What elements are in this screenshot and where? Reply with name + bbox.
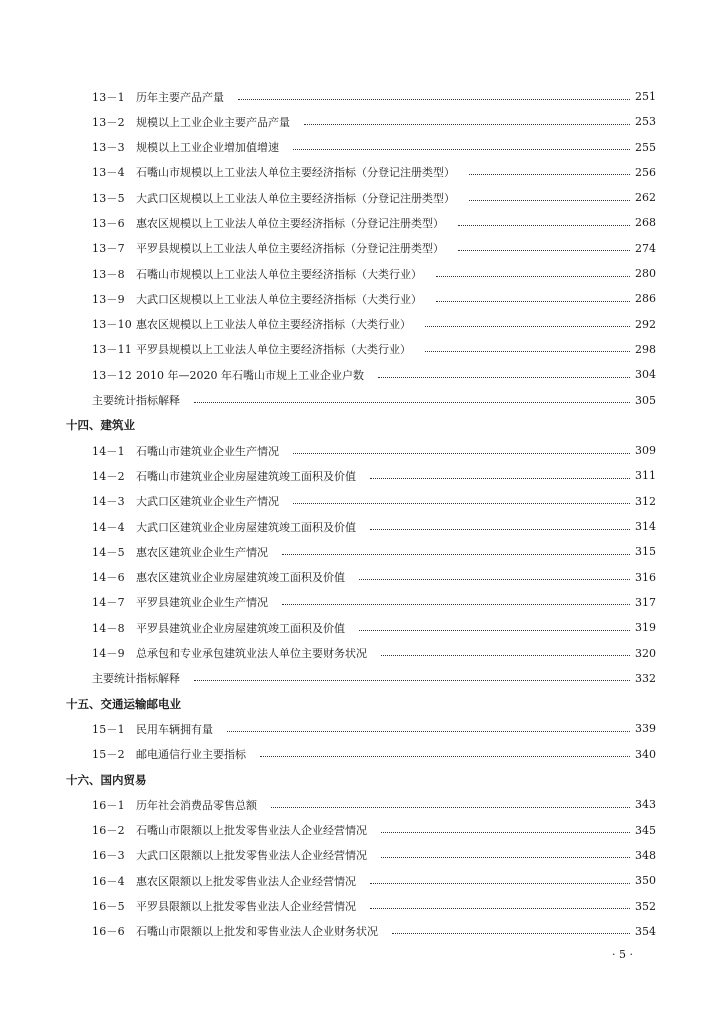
- toc-entry-number: 14－3: [92, 495, 125, 509]
- toc-row: [0, 641, 724, 666]
- dot-leader: [392, 932, 630, 934]
- toc-row: [0, 818, 724, 843]
- toc-entry-page: 345: [635, 823, 656, 837]
- toc-entry-page: 354: [635, 924, 656, 938]
- toc-entry-title: 石嘴山市限额以上批发零售业法人企业经营情况: [136, 824, 367, 838]
- toc-entry-page: 305: [635, 393, 656, 407]
- toc-entry-title: 大武口区限额以上批发零售业法人企业经营情况: [136, 849, 367, 863]
- toc-entry[interactable]: [92, 615, 656, 640]
- toc-row: [0, 160, 724, 185]
- toc-row: [0, 185, 724, 210]
- toc-entry-title: 民用车辆拥有量: [136, 722, 213, 736]
- toc-entry[interactable]: [92, 135, 656, 160]
- toc-entry[interactable]: [92, 742, 656, 767]
- toc-entry[interactable]: [92, 109, 656, 134]
- toc-entry-number: 14－7: [92, 596, 125, 610]
- toc-entry-number: 13－10: [92, 318, 132, 332]
- dot-leader: [469, 173, 630, 175]
- toc-entry[interactable]: [92, 84, 656, 109]
- toc-entry-number: 16－2: [92, 824, 125, 838]
- toc-entry-page: 332: [635, 671, 656, 685]
- toc-entry-title: 惠农区规模以上工业法人单位主要经济指标（分登记注册类型）: [136, 216, 444, 230]
- toc-entry[interactable]: [92, 185, 656, 210]
- dot-leader: [293, 502, 630, 504]
- toc-entry[interactable]: [92, 565, 656, 590]
- toc-entry-page: 274: [635, 241, 656, 255]
- page-number: · 5 ·: [612, 948, 633, 961]
- toc-row: [0, 210, 724, 235]
- dot-leader: [370, 907, 630, 909]
- toc-row: [0, 109, 724, 134]
- toc-entry-page: 253: [635, 115, 656, 129]
- toc-summary-entry[interactable]: [92, 666, 656, 691]
- dot-leader: [425, 325, 630, 327]
- toc-row: [0, 894, 724, 919]
- toc-row: [0, 337, 724, 362]
- toc-entry-page: 317: [635, 595, 656, 609]
- toc-entry-title: 大武口区规模以上工业法人单位主要经济指标（分登记注册类型）: [136, 191, 455, 205]
- toc-entry-title: 惠农区限额以上批发零售业法人企业经营情况: [136, 874, 356, 888]
- toc-entry-title: 惠农区建筑业企业生产情况: [136, 545, 268, 559]
- toc-entry-number: 14－1: [92, 444, 125, 458]
- toc-entry-page: 316: [635, 570, 656, 584]
- toc-entry-number: 15－1: [92, 722, 125, 736]
- dot-leader: [282, 553, 630, 555]
- toc-entry[interactable]: [92, 818, 656, 843]
- toc-section-heading: 十五、交通运输邮电业: [66, 696, 181, 711]
- toc-row: [0, 792, 724, 817]
- dot-leader: [238, 98, 630, 100]
- dot-leader: [381, 654, 630, 656]
- toc-entry-title: 历年社会消费品零售总额: [136, 798, 257, 812]
- toc-row: [0, 843, 724, 868]
- toc-entry-number: 13－1: [92, 90, 125, 104]
- dot-leader: [293, 452, 630, 454]
- toc-entry-page: 286: [635, 292, 656, 306]
- toc-entry-page: 251: [635, 90, 656, 103]
- toc-entry-page: 340: [635, 747, 656, 761]
- toc-entry[interactable]: [92, 539, 656, 564]
- toc-entry-number: 13－12: [92, 368, 132, 382]
- toc-entry-number: 16－6: [92, 925, 125, 939]
- toc-entry-number: 14－8: [92, 621, 125, 635]
- toc-entry[interactable]: [92, 919, 656, 944]
- dot-leader: [260, 755, 630, 757]
- toc-row: [0, 868, 724, 893]
- toc-entry-page: 311: [635, 469, 656, 483]
- toc-row: [0, 767, 724, 792]
- toc-row: [0, 489, 724, 514]
- toc-entry-title: 总承包和专业承包建筑业法人单位主要财务状况: [136, 647, 367, 661]
- toc-entry-title: 主要统计指标解释: [92, 672, 180, 686]
- toc-entry-title: 石嘴山市规模以上工业法人单位主要经济指标（分登记注册类型）: [136, 166, 455, 180]
- toc-entry-number: 13－11: [92, 343, 132, 357]
- toc-row: [0, 590, 724, 615]
- toc-entry-number: 14－6: [92, 571, 125, 585]
- toc-entry[interactable]: [92, 463, 656, 488]
- toc-entry[interactable]: [92, 210, 656, 235]
- toc-entry[interactable]: [92, 716, 656, 741]
- toc-entry-title: 规模以上工业企业主要产品产量: [136, 115, 290, 129]
- dot-leader: [378, 376, 630, 378]
- toc-entry-title: 惠农区规模以上工业法人单位主要经济指标（大类行业）: [136, 318, 411, 332]
- toc-entry-number: 16－3: [92, 849, 125, 863]
- toc-entry-number: 13－8: [92, 267, 125, 281]
- toc-entry-number: 16－1: [92, 798, 125, 812]
- toc-section-heading: 十六、国内贸易: [66, 772, 147, 787]
- toc-entry-number: 13－5: [92, 191, 125, 205]
- toc-entry-number: 16－5: [92, 900, 125, 913]
- toc-row: [0, 261, 724, 286]
- toc-entry-number: 14－9: [92, 647, 125, 661]
- toc-entry-page: 315: [635, 545, 656, 559]
- toc-entry-title: 大武口区规模以上工业法人单位主要经济指标（大类行业）: [136, 292, 422, 306]
- toc-entry-title: 石嘴山市规模以上工业法人单位主要经济指标（大类行业）: [136, 267, 422, 281]
- dot-leader: [370, 882, 630, 884]
- toc-entry-number: 13－2: [92, 115, 125, 129]
- toc-entry-number: 13－3: [92, 141, 125, 155]
- toc-row: [0, 615, 724, 640]
- toc-row: [0, 84, 724, 109]
- toc-entry-title: 平罗县规模以上工业法人单位主要经济指标（分登记注册类型）: [136, 242, 444, 256]
- toc-entry[interactable]: [92, 843, 656, 868]
- dot-leader: [381, 856, 630, 858]
- toc-row: [0, 413, 724, 438]
- toc-entry-page: 298: [635, 342, 656, 356]
- toc-entry[interactable]: [92, 312, 656, 337]
- dot-leader: [370, 528, 630, 530]
- toc-entry-title: 石嘴山市建筑业企业房屋建筑竣工面积及价值: [136, 469, 356, 483]
- toc-row: [0, 463, 724, 488]
- toc-entry-page: 292: [635, 317, 656, 331]
- dot-leader: [458, 224, 630, 226]
- toc-entry[interactable]: [92, 792, 656, 817]
- toc-entry[interactable]: [92, 868, 656, 893]
- toc-entry-page: 309: [635, 444, 656, 458]
- toc-entry[interactable]: [92, 261, 656, 286]
- toc-entry-title: 平罗县规模以上工业法人单位主要经济指标（大类行业）: [136, 343, 411, 357]
- toc-entry-title: 平罗县建筑业企业房屋建筑竣工面积及价值: [136, 621, 345, 635]
- dot-leader: [359, 578, 630, 580]
- dot-leader: [359, 629, 630, 631]
- dot-leader: [469, 199, 630, 201]
- toc-row: [0, 388, 724, 413]
- dot-leader: [436, 275, 630, 277]
- dot-leader: [304, 123, 630, 125]
- toc-entry[interactable]: [92, 286, 656, 311]
- toc-entry-number: 13－9: [92, 292, 125, 306]
- toc-row: [0, 565, 724, 590]
- toc-entry-number: 14－5: [92, 545, 125, 559]
- dot-leader: [227, 730, 630, 732]
- dot-leader: [381, 831, 630, 833]
- toc-entry-title: 石嘴山市限额以上批发和零售业法人企业财务状况: [136, 925, 378, 939]
- toc-row: [0, 919, 724, 944]
- toc-entry-title: 2010 年—2020 年石嘴山市规上工业企业户数: [136, 368, 364, 382]
- toc-entry-number: 13－6: [92, 216, 125, 230]
- toc-entry-title: 邮电通信行业主要指标: [136, 748, 246, 762]
- toc-row: [0, 312, 724, 337]
- toc-entry-title: 平罗县限额以上批发零售业法人企业经营情况: [136, 900, 356, 913]
- toc-row: [0, 742, 724, 767]
- toc-row: [0, 362, 724, 387]
- dot-leader: [271, 806, 630, 808]
- toc-entry-number: 13－7: [92, 242, 125, 256]
- table-of-contents: [0, 84, 724, 944]
- toc-entry-page: 312: [635, 494, 656, 508]
- toc-entry-page: 256: [635, 165, 656, 179]
- toc-entry[interactable]: [92, 438, 656, 463]
- toc-entry-page: 262: [635, 191, 656, 205]
- toc-row: [0, 691, 724, 716]
- toc-entry-number: 16－4: [92, 874, 125, 888]
- dot-leader: [194, 679, 630, 681]
- toc-entry-title: 大武口区建筑业企业房屋建筑竣工面积及价值: [136, 520, 356, 534]
- toc-row: [0, 438, 724, 463]
- toc-row: [0, 236, 724, 261]
- dot-leader: [425, 350, 630, 352]
- dot-leader: [282, 603, 630, 605]
- toc-entry-title: 大武口区建筑业企业生产情况: [136, 495, 279, 509]
- toc-entry[interactable]: [92, 236, 656, 261]
- toc-entry-title: 惠农区建筑业企业房屋建筑竣工面积及价值: [136, 571, 345, 585]
- toc-entry-title: 主要统计指标解释: [92, 394, 180, 408]
- toc-row: [0, 716, 724, 741]
- toc-entry-page: 348: [635, 848, 656, 862]
- toc-row: [0, 514, 724, 539]
- toc-entry-number: 15－2: [92, 748, 125, 762]
- toc-summary-entry[interactable]: [92, 388, 656, 413]
- toc-row: [0, 135, 724, 160]
- toc-entry[interactable]: [92, 641, 656, 666]
- toc-entry[interactable]: [92, 514, 656, 539]
- toc-entry-page: 304: [635, 368, 656, 382]
- toc-entry-number: 14－2: [92, 469, 125, 483]
- toc-entry-number: 13－4: [92, 166, 125, 180]
- toc-entry-title: 石嘴山市建筑业企业生产情况: [136, 444, 279, 458]
- toc-entry[interactable]: [92, 894, 656, 919]
- toc-entry-title: 平罗县建筑业企业生产情况: [136, 596, 268, 610]
- toc-entry[interactable]: [92, 160, 656, 185]
- toc-entry-page: 255: [635, 140, 656, 154]
- toc-row: [0, 666, 724, 691]
- toc-entry-title: 规模以上工业企业增加值增速: [136, 141, 279, 155]
- dot-leader: [370, 477, 630, 479]
- dot-leader: [194, 401, 630, 403]
- toc-entry-number: 14－4: [92, 520, 125, 534]
- toc-entry-page: 320: [635, 646, 656, 660]
- toc-entry-page: 352: [635, 899, 656, 913]
- toc-entry-page: 268: [635, 216, 656, 230]
- toc-entry-page: 280: [635, 267, 656, 281]
- toc-entry-page: 314: [635, 520, 656, 534]
- toc-section-heading: 十四、建筑业: [66, 418, 135, 433]
- toc-entry-page: 319: [635, 621, 656, 635]
- toc-entry-title: 历年主要产品产量: [136, 90, 224, 104]
- dot-leader: [436, 300, 630, 302]
- toc-entry[interactable]: [92, 362, 656, 387]
- toc-row: [0, 539, 724, 564]
- toc-entry[interactable]: [92, 590, 656, 615]
- toc-entry-page: 343: [635, 798, 656, 812]
- dot-leader: [293, 148, 630, 150]
- toc-entry-page: 339: [635, 722, 656, 736]
- toc-entry-page: 350: [635, 874, 656, 888]
- toc-row: [0, 286, 724, 311]
- dot-leader: [458, 249, 630, 251]
- toc-entry[interactable]: [92, 489, 656, 514]
- toc-entry[interactable]: [92, 337, 656, 362]
